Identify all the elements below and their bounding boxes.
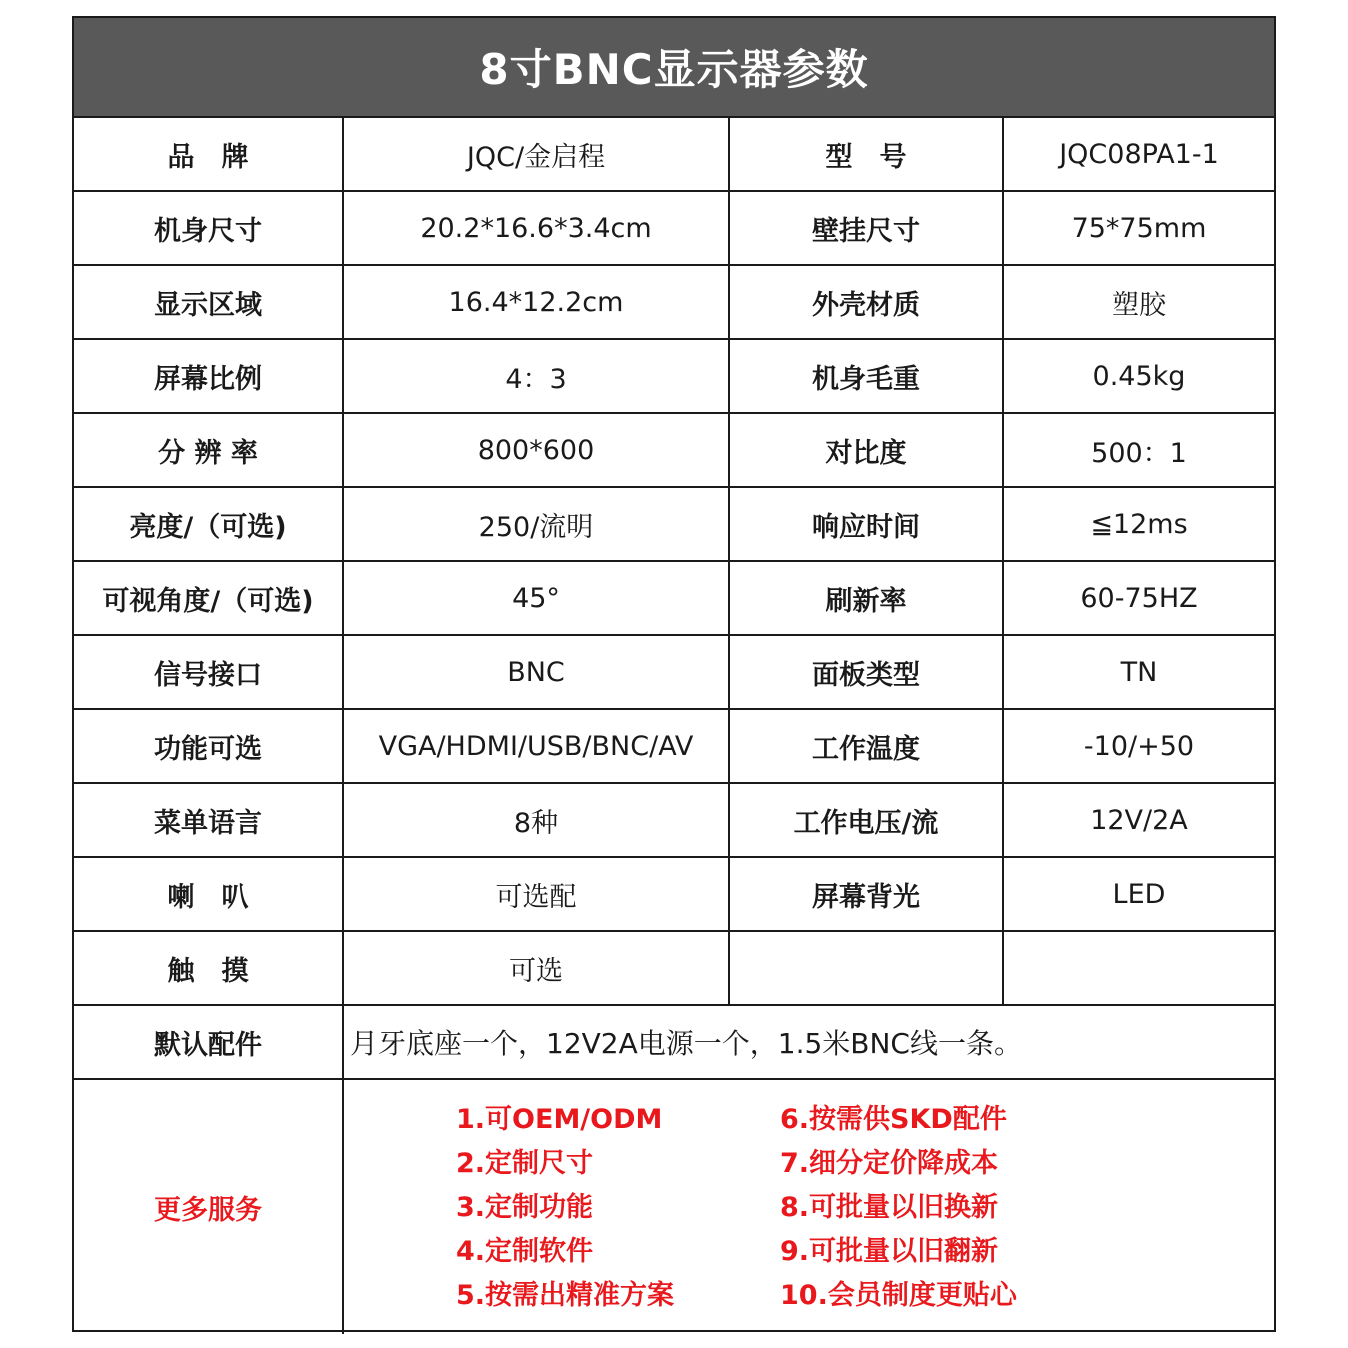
spec-label: 机身尺寸 <box>74 192 344 266</box>
page-title: 8寸BNC显示器参数 <box>74 18 1274 118</box>
spec-label: 触 摸 <box>74 932 344 1006</box>
spec-value-empty <box>1004 932 1274 1006</box>
spec-label-empty <box>730 932 1004 1006</box>
spec-label: 屏幕比例 <box>74 340 344 414</box>
services-column-right <box>780 1098 1017 1318</box>
spec-label: 对比度 <box>730 414 1004 488</box>
spec-label: 可视角度/（可选) <box>74 562 344 636</box>
spec-label: 工作电压/流 <box>730 784 1004 858</box>
service-item: 1.可OEM/ODM <box>456 1104 663 1135</box>
spec-label: 刷新率 <box>730 562 1004 636</box>
spec-label: 工作温度 <box>730 710 1004 784</box>
spec-label: 菜单语言 <box>74 784 344 858</box>
spec-value: 250/流明 <box>344 488 730 562</box>
spec-value: 60-75HZ <box>1004 562 1274 636</box>
spec-label: 分 辨 率 <box>74 414 344 488</box>
spec-value: 500：1 <box>1004 414 1274 488</box>
service-item: 9.可批量以旧翻新 <box>780 1236 999 1267</box>
spec-value: 0.45kg <box>1004 340 1274 414</box>
service-item: 3.定制功能 <box>456 1192 594 1223</box>
services-list <box>344 1080 1274 1334</box>
spec-value: ≦12ms <box>1004 488 1274 562</box>
service-item: 8.可批量以旧换新 <box>780 1192 999 1223</box>
spec-value: 12V/2A <box>1004 784 1274 858</box>
accessories-value: 月牙底座一个，12V2A电源一个，1.5米BNC线一条。 <box>344 1006 1274 1080</box>
service-item: 10.会员制度更贴心 <box>780 1280 1017 1311</box>
spec-label: 亮度/（可选) <box>74 488 344 562</box>
spec-table <box>74 118 1274 1334</box>
spec-value: 16.4*12.2cm <box>344 266 730 340</box>
spec-value: 可选 <box>344 932 730 1006</box>
spec-label: 壁挂尺寸 <box>730 192 1004 266</box>
accessories-label: 默认配件 <box>74 1006 344 1080</box>
services-label: 更多服务 <box>74 1080 344 1334</box>
spec-value: 800*600 <box>344 414 730 488</box>
spec-label: 响应时间 <box>730 488 1004 562</box>
spec-label: 面板类型 <box>730 636 1004 710</box>
spec-label: 品 牌 <box>74 118 344 192</box>
spec-label: 外壳材质 <box>730 266 1004 340</box>
spec-value: LED <box>1004 858 1274 932</box>
spec-value: 20.2*16.6*3.4cm <box>344 192 730 266</box>
spec-value: 塑胶 <box>1004 266 1274 340</box>
spec-value: JQC08PA1-1 <box>1004 118 1274 192</box>
service-item: 6.按需供SKD配件 <box>780 1104 1007 1135</box>
spec-value: 75*75mm <box>1004 192 1274 266</box>
spec-value: JQC/金启程 <box>344 118 730 192</box>
spec-value: BNC <box>344 636 730 710</box>
spec-label: 显示区域 <box>74 266 344 340</box>
service-item: 7.细分定价降成本 <box>780 1148 999 1179</box>
spec-label: 型 号 <box>730 118 1004 192</box>
spec-label: 功能可选 <box>74 710 344 784</box>
spec-value: 8种 <box>344 784 730 858</box>
spec-value: 45° <box>344 562 730 636</box>
spec-label: 喇 叭 <box>74 858 344 932</box>
service-item: 4.定制软件 <box>456 1236 594 1267</box>
spec-value: TN <box>1004 636 1274 710</box>
spec-value: -10/+50 <box>1004 710 1274 784</box>
spec-label: 信号接口 <box>74 636 344 710</box>
spec-sheet <box>72 16 1276 1332</box>
spec-value: 4：3 <box>344 340 730 414</box>
service-item: 5.按需出精准方案 <box>456 1280 675 1311</box>
spec-value: VGA/HDMI/USB/BNC/AV <box>344 710 730 784</box>
spec-value: 可选配 <box>344 858 730 932</box>
spec-label: 机身毛重 <box>730 340 1004 414</box>
spec-label: 屏幕背光 <box>730 858 1004 932</box>
services-column-left <box>456 1098 674 1318</box>
service-item: 2.定制尺寸 <box>456 1148 594 1179</box>
